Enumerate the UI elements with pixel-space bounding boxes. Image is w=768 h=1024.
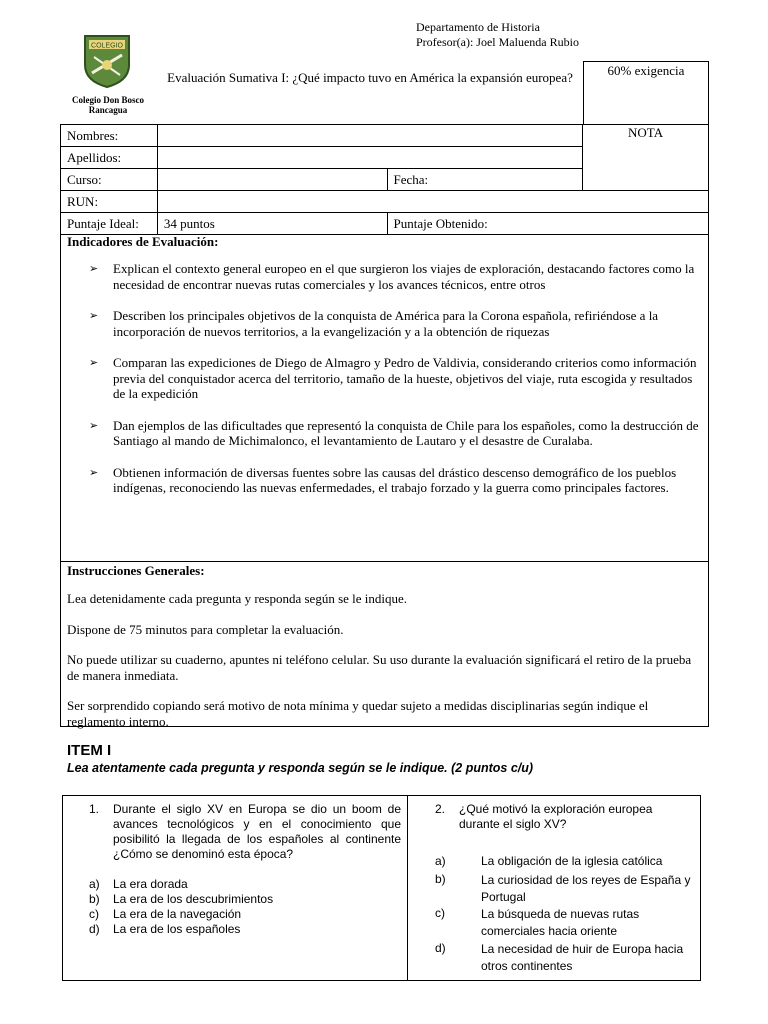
option-b[interactable]: La curiosidad de los reyes de España y Portugal: [481, 873, 691, 904]
question-number: 1.: [89, 802, 100, 816]
question-number: 2.: [435, 802, 446, 816]
item-heading: ITEM I: [67, 742, 112, 759]
school-name: Colegio Don Bosco: [72, 95, 144, 105]
indicators-section: [60, 233, 709, 562]
item-subtitle: Lea atentamente cada pregunta y responda según se le indique. (2 puntos c/u): [67, 761, 534, 775]
instruction-item: Dispone de 75 minutos para completar la evaluación.: [67, 622, 344, 637]
indicators-title: Indicadores de Evaluación:: [67, 234, 219, 249]
option-letter: b): [435, 872, 446, 886]
option-c[interactable]: La era de la navegación: [113, 907, 242, 921]
puntaje-obtenido-label: Puntaje Obtenido:: [393, 215, 488, 231]
nombres-label: Nombres:: [61, 125, 158, 147]
fecha-label: Fecha:: [393, 171, 429, 187]
curso-field[interactable]: [157, 169, 387, 191]
option-d[interactable]: La era de los españoles: [113, 922, 241, 936]
header-department-block: [416, 20, 579, 50]
indicators-list: [89, 261, 701, 512]
instruction-item: Lea detenidamente cada pregunta y responda según se le indique.: [67, 591, 408, 606]
indicator-item: ➢ Comparan las expediciones de Diego de Almagro y Pedro de Valdivia, considerando criterios como información previa del conquistador acerca del territorio, tamaño de la hueste, objetivos del viaje, ruta escogida y resultados de la expedición: [89, 355, 697, 401]
question-text: Durante el siglo XV en Europa se dio un boom de avances tecnológicos y en el conocimiento que posibilitó la llegada de los españoles al continente ¿Cómo se denominó esta época?: [113, 802, 401, 861]
instructions-title: Instrucciones Generales:: [67, 563, 205, 578]
arrow-bullet-icon: ➢: [89, 262, 99, 275]
school-city: Rancagua: [88, 105, 128, 115]
option-d[interactable]: La necesidad de huir de Europa hacia otros continentes: [481, 942, 684, 973]
arrow-bullet-icon: ➢: [89, 465, 99, 479]
puntaje-obtenido-field[interactable]: [387, 213, 709, 235]
option-letter: c): [435, 906, 445, 920]
option-letter: a): [435, 854, 446, 868]
instructions-section: [60, 561, 709, 727]
apellidos-label: Apellidos:: [61, 147, 158, 169]
fecha-field[interactable]: [387, 169, 583, 191]
option-a[interactable]: La obligación de la iglesia católica: [481, 854, 663, 868]
indicator-item: ➢ Explican el contexto general europeo en el que surgieron los viajes de exploración, destacando factores como la necesidad de encontrar nuevas rutas comerciales y los avances técnicos, entre otros: [89, 261, 695, 292]
curso-label: Curso:: [61, 169, 158, 191]
logo-text: COLEGIO: [91, 42, 123, 50]
apellidos-field[interactable]: [157, 147, 582, 169]
school-name-block: [58, 95, 158, 115]
indicator-item: ➢ Describen los principales objetivos de la conquista de América para la Corona española, refiriéndose a la incorporación de nuevos territorios, a la evangelización y a la obtención de riquezas: [89, 308, 659, 339]
evaluation-title: Evaluación Sumativa I: ¿Qué impacto tuvo en América la expansión europea?: [167, 70, 573, 85]
instruction-item: Ser sorprendido copiando será motivo de nota mínima y quedar sujeto a medidas disciplinarias según indique el reglamento interno.: [67, 698, 649, 729]
indicator-item: ➢ Obtienen información de diversas fuentes sobre las causas del drástico descenso demográfico de los pueblos indígenas, reconociendo las nuevas enfermedades, el trabajo forzado y la guerra como principales factores.: [89, 464, 677, 495]
option-letter: d): [89, 922, 100, 936]
run-field[interactable]: [157, 191, 708, 213]
professor-name: Profesor(a): Joel Maluenda Rubio: [416, 35, 579, 49]
questions-divider: [407, 796, 408, 980]
option-letter: c): [89, 907, 99, 921]
instruction-item: No puede utilizar su cuaderno, apuntes ni teléfono celular. Su uso durante la evaluación significará el retiro de la prueba de manera inmediata.: [67, 652, 692, 683]
nota-label: NOTA: [628, 125, 664, 140]
arrow-bullet-icon: ➢: [89, 309, 99, 322]
option-letter: a): [89, 877, 100, 891]
run-label: RUN:: [61, 191, 158, 213]
indicator-item: ➢ Dan ejemplos de las dificultades que representó la conquista de Chile para los españoles, como la destrucción de Santiago al mando de Michimalonco, el levantamiento de Lautaro y el desastre de Curalaba.: [89, 417, 699, 448]
option-c[interactable]: La búsqueda de nuevas rutas comerciales hacia oriente: [481, 907, 640, 938]
option-letter: b): [89, 892, 100, 906]
puntaje-ideal-value: 34 puntos: [157, 213, 387, 235]
question-text: ¿Qué motivó la exploración europea durante el siglo XV?: [459, 802, 653, 831]
option-b[interactable]: La era de los descubrimientos: [113, 892, 274, 906]
school-shield-logo: [82, 33, 132, 89]
exigencia-box: [583, 61, 709, 125]
student-info-table: [60, 124, 709, 235]
option-letter: d): [435, 941, 446, 955]
department-name: Departamento de Historia: [416, 20, 540, 34]
questions-box: [62, 795, 701, 981]
option-a[interactable]: La era dorada: [113, 877, 188, 891]
arrow-bullet-icon: ➢: [89, 356, 99, 369]
exigencia-label: 60% exigencia: [607, 63, 685, 78]
nota-box[interactable]: [583, 125, 709, 191]
arrow-bullet-icon: ➢: [89, 418, 99, 432]
puntaje-ideal-label: Puntaje Ideal:: [61, 213, 158, 235]
nombres-field[interactable]: [157, 125, 582, 147]
